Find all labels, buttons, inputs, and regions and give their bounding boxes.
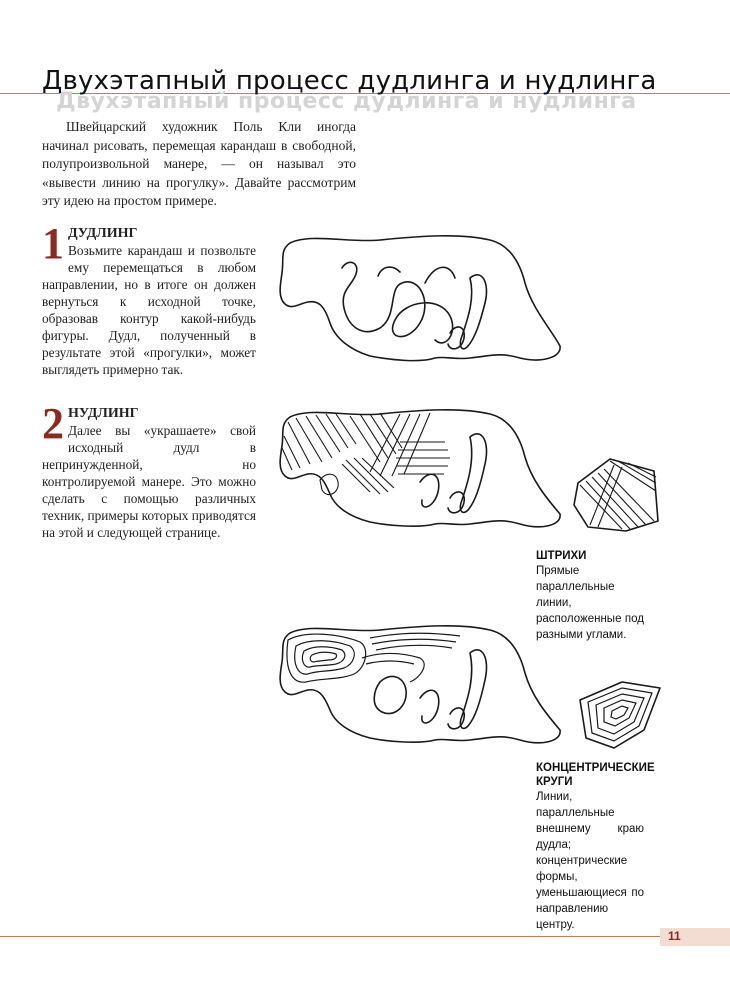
step-number: 2 <box>42 399 64 448</box>
step-number: 1 <box>42 219 64 268</box>
step-heading: НУДЛИНГ <box>68 406 139 421</box>
concentric-illustration <box>270 618 570 748</box>
caption-text: Линии, параллельные внешнему краю дудла; концентрические формы, уменьшающиеся по направлению центру. <box>536 791 644 931</box>
caption-heading: ШТРИХИ <box>536 550 587 562</box>
concentric-region <box>287 633 460 682</box>
page-title-shadow: Двухэтапный процесс дудлинга и нудлинга <box>56 89 637 114</box>
hatched-region-right <box>320 442 450 495</box>
step-heading: ДУДЛИНГ <box>68 226 138 241</box>
doodle-illustration <box>270 228 570 368</box>
hatching-illustration <box>270 402 570 532</box>
hatching-sample-icon <box>570 455 662 535</box>
page-number: 11 <box>668 929 681 943</box>
step-text: Возьмите карандаш и позвольте ему перемещаться в любом направлении, но в итоге он должен вернуться к исходной точке, образовав контур какой-нибудь фигуры. Дудл, полученный в результате этой «прогулки», может выглядеть примерно так. <box>42 243 256 377</box>
caption-heading: КОНЦЕНТРИЧЕСКИЕ КРУГИ <box>536 762 655 788</box>
concentric-sample-icon <box>576 680 662 752</box>
caption-concentric <box>536 761 655 933</box>
footer-rule <box>0 936 660 937</box>
caption-text: Прямые параллельные линии, расположенные под разными углами. <box>536 565 644 641</box>
step-noodling <box>42 399 256 541</box>
step-text: Далее вы «украшаете» свой исходный дудл в непринужденной, но контролируемой манере. Это можно сделать с помощью различных техник, примеры которых приводятся на этой и следующей странице. <box>42 423 256 540</box>
intro-paragraph: Швейцарский художник Поль Кли иногда начинал рисовать, перемещая карандаш в свободной, полупроизвольной манере, — он называл это «вывести линию на прогулку». Давайте рассмотрим эту идею на простом примере. <box>42 119 356 208</box>
page-title: Двухэтапный процесс дудлинга и нудлинга <box>42 66 657 96</box>
step-doodling <box>42 219 256 378</box>
